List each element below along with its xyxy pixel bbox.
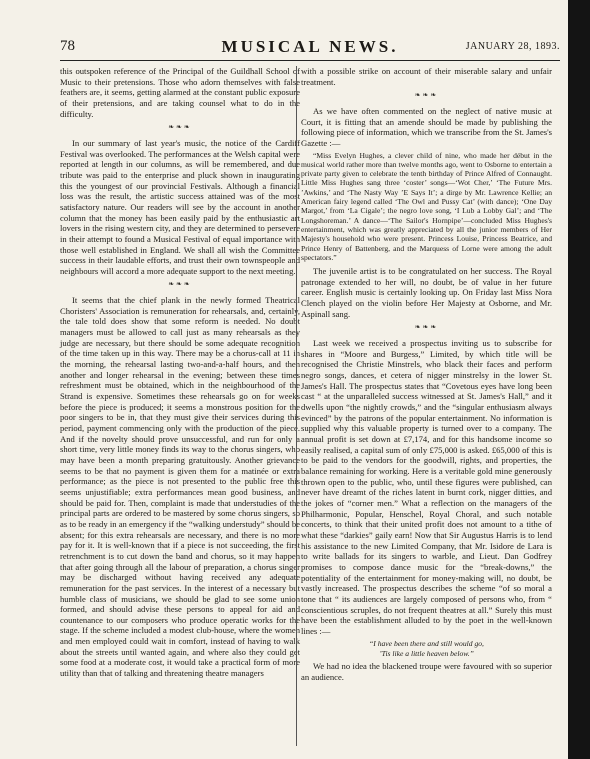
issue-date: JANUARY 28, 1893. bbox=[465, 41, 560, 52]
paragraph-strike-end: with a possible strike on account of their miserable salary and unfair treatment. bbox=[301, 66, 552, 87]
verse-line: “I have been there and still would go, bbox=[369, 639, 484, 649]
paragraph-closing: We had no idea the blackened troupe were favoured with so superior an audience. bbox=[301, 660, 552, 682]
paragraph-moore-and-burgess: Last week we received a prospectus inviting us to subscribe for shares in “Moore and Burgess,” Limited, by which title will be recognised the Christie Minstrels, who black their faces and perform negro songs, dances, et cetera of nigger minstrelsy in the lower St. James's Hall. The prospectus states that “Covetous eyes have long been cast “ at the unparalleled success witnessed at St. James's Hall,” and it dwells upon “the nightly crowds,” and the “singular enthusiasm always evinced” by the patrons of the popular entertainment. No information is supplied why this valuable property is turned over to a company. The annual profit is set down at £7,174, and for this handsome income so easily realised, a capital sum of only £75,000 is asked. £65,000 of this is to be paid to the vendors for the goodwill, rights, and properties, the balance remaining for working. Here is a veritable gold mine generously thrown open to the public, who, until these figures were published, can never have dreamt of the riches latent in burnt cork, nigger ditties, and the jokes of “corner men.” What a reflection on the managers of the Philharmonic, Popular, Henschel, Royal Choral, and such notable concerts, to think that their united profit does not amount to a tithe of what these “darkies” gaily earn! Now that Sir Augustus Harris is to lend his assistance to the new Limited Company, that Mr. Isidore de Lara is to write ballads for its singers to warble, and Lieut. Dan Godfrey promises to compose dance music for the “break-downs,” the potentiality of the entertainment for money-making will, no doubt, be vastly increased. The prospectus describes the scheme “of so moral a tone that “ its audiences are largely composed of persons who, from “ conscientious scruples, do not frequent theatres at all.” Surely this must have been the establishment alluded to by the poet in the well-known lines :— bbox=[301, 338, 552, 636]
verse-line: ’Tis like a little heaven below.” bbox=[379, 648, 474, 658]
masthead: MUSICAL NEWS. bbox=[221, 37, 399, 56]
paragraph-theatrical-choristers: It seems that the chief plank in the newly formed Theatrical Choristers' Association is remuneration for rehearsals, and, certainly, the tale told does show that some reform is needed. No doubt managers must be allowed to call just as many rehearsals as they judge are necessary, but there should be some adequate recognition of the time taken up in this way. There may be a chorus-call at 11 in the morning, the rehearsal lasting two-and-a-half hours, and then another and longer rehearsal in the evening; between these times refreshment must be obtained, which in the neighbourhood of the Strand is expensive. Sometimes these rehearsals go on for weeks before the piece is produced; it seems a monstrous position for the poor singers to be in, that they must give their services during this period, payment commencing only with the production of the piece. And if the novelty should prove unsuccessful, and run for only a short time, very little money finds its way to the chorus singers, who may have been a month preparing gratuitously. Another grievance seems to be that no payment is given them for a matinée or extra performance; as the piece is not presented to the public free this seems unjustifiable; extra performances mean good business, and should be paid for. Then, complaint is made that understudies of the principal parts are ordered to be mastered by some chorus singers, so as to be ready in an emergency if the “walking understudy” should be absent; for this extra rehearsals are necessary, and there is no more pay for it. It is well-known that if a piece is not succeeding, the first retrenchment is to cut down the band and chorus, so it may happen that after going through all the labour of preparation, a chorus singer may be discharged without having received any adequate remuneration for the past services. In the interest of a necessary but humble class of musicians, we should be glad to see some union formed, and should advise these persons to appeal for aid and countenance to our composers who produce operatic works for the stage. If the scheme included a modest club-house, where the women and men employed could wait in comfort, instead of having to walk about the streets until wanted again, and where also they could get some food at a moderate cost, it would take a practical form of more utility than that of talking and threatening theatre managers bbox=[60, 295, 300, 679]
section-ornament: ❧❧❧ bbox=[414, 91, 439, 100]
section-ornament: ❧❧❧ bbox=[168, 123, 192, 132]
verse-quotation bbox=[301, 639, 552, 657]
page-number: 78 bbox=[60, 38, 75, 54]
paragraph-juvenile-artist: The juvenile artist is to be congratulated on her success. The Royal patronage extended to her will, no doubt, be of value in her future career. English music is certainly looking up. On Friday last Miss Nora Clench played on the violin before Her Majesty at Osborne, and Mr. Aspinall sang. bbox=[301, 266, 552, 319]
column-divider bbox=[296, 66, 297, 746]
section-ornament: ❧❧❧ bbox=[414, 323, 439, 332]
quoted-gazette-extract: “Miss Evelyn Hughes, a clever child of nine, who made her début in the musical world rather more than twelve months ago, went to Osborne to entertain a private party given to celebrate the tenth birthday of Prince Alfred of Connaught. Little Miss Hughes sang three ‘coster’ songs—‘Wot Cher,’ ‘The Future Mrs. ’Awkins,’ and ‘The Nasty Way ’E Says It’; a dirge by Mr. Lawrence Kellie; an American fairy legend called ‘The Owl and Pussy Cat’ (with dance); ‘One Day Margot,’ from ‘La Cigale’; the negro love song, ‘I Lub a Lobby Gal’; and ‘The Longshoreman.’ A dance—‘The Sailor's Hornpipe’—concluded Miss Hughes's entertainment, which was greatly appreciated by all the junior members of Her Majesty's household who were present. Princess Louise, Princess Beatrice, and Prince Henry of Battenberg, and the Marquess of Lorne were among the adult spectators.” bbox=[301, 150, 552, 262]
section-ornament: ❧❧❧ bbox=[168, 280, 192, 289]
scan-edge bbox=[568, 0, 590, 759]
paragraph-native-music: As we have often commented on the neglect of native music at Court, it is fitting that an amende should be made by publishing the following piece of information, which we transcribe from the St. James's Gazette :— bbox=[301, 105, 552, 148]
paragraph-cardiff-festival: In our summary of last year's music, the notice of the Cardiff Festival was overlooked. The performances at the Welsh capital were reported at length in our columns, as will be remembered, and due tribute was paid to the enterprise and pluck shown in inaugurating this the youngest of our provincial Festivals. Although a financial loss was the result, the artistic success attained was of the most satisfactory nature. Our readers will see by the account in another column that the money has been easily paid by the enthusiastic art lovers in the rising western city, and they are determined to persevere in their attempt to found a Musical Festival of equal importance with those well established in England. We shall all wish the Committee success in their laudable efforts, and trust their own townspeople and neighbours will accord a more adequate support to the next meeting. bbox=[60, 137, 300, 276]
page-header bbox=[60, 38, 560, 58]
paragraph-guildhall-end: this outspoken reference of the Principal of the Guildhall School of Music to their pretensions. Those who adorn themselves with false feathers are, it seems, getting alarmed at the constant public exposure of their pretensions, and are taking counsel what to do in the difficulty. bbox=[60, 66, 300, 119]
right-column bbox=[301, 66, 552, 682]
left-column bbox=[60, 66, 300, 679]
header-rule bbox=[60, 60, 560, 61]
